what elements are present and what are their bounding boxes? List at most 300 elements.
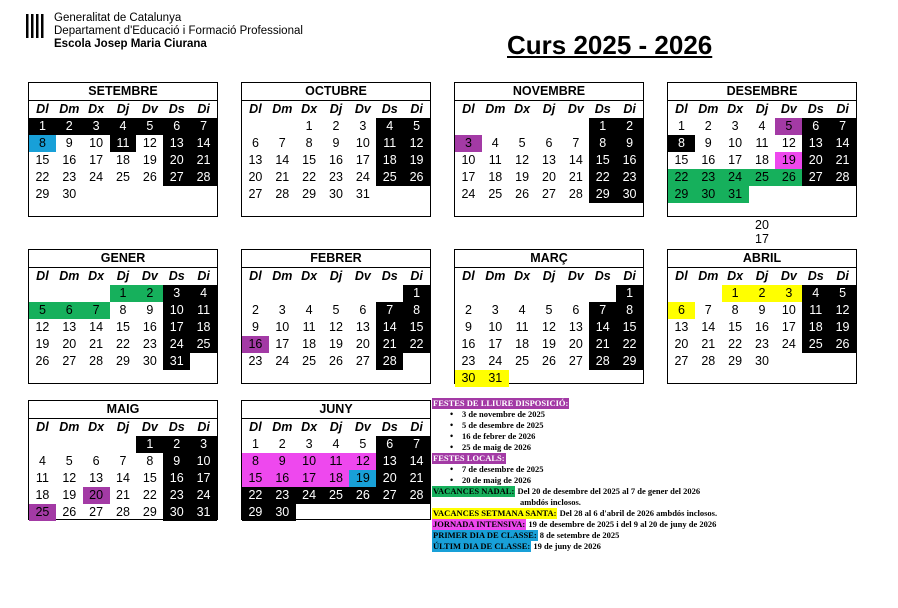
day-cell: 8 [589, 135, 616, 152]
empty-day-cell [562, 118, 589, 135]
weekday-header: Ds [807, 102, 824, 116]
day-cell: 13 [568, 320, 583, 334]
day-cell: 8 [731, 303, 739, 317]
day-cell: 10 [190, 453, 217, 470]
day-cell: 13 [802, 135, 829, 152]
day-cell: 16 [163, 470, 190, 487]
day-cell: 19 [542, 337, 556, 351]
day-cell: 19 [349, 470, 376, 487]
day-cell: 24 [355, 170, 370, 184]
day-cell: 1 [136, 436, 163, 453]
day-cell: 18 [35, 488, 50, 502]
day-cell: 3 [83, 118, 110, 135]
day-cell: 5 [775, 118, 802, 135]
day-cell: 25 [302, 354, 317, 368]
day-cell: 14 [89, 320, 104, 334]
weekday-header: Dx [514, 269, 531, 283]
day-cell: 16 [461, 337, 476, 351]
day-cell: 12 [35, 320, 50, 334]
day-cell: 10 [781, 303, 796, 317]
day-cell: 7 [829, 118, 856, 135]
empty-day-cell [536, 285, 563, 302]
day-cell: 28 [589, 353, 616, 370]
day-cell: 20 [568, 337, 583, 351]
day-cell: 22 [116, 337, 130, 351]
day-cell: 27 [163, 169, 190, 186]
day-cell: 22 [728, 337, 743, 351]
day-cell: 8 [242, 453, 269, 470]
weekday-header: Dv [354, 102, 371, 116]
legend-intensiva-label: JORNADA INTENSIVA: [433, 519, 526, 529]
month-grid [29, 419, 217, 521]
weekday-header: Dm [485, 269, 506, 283]
day-cell: 21 [89, 337, 104, 351]
day-cell: 5 [359, 437, 367, 451]
weekday-header: Dj [116, 420, 130, 434]
day-cell: 28 [116, 505, 130, 519]
day-cell: 5 [332, 303, 340, 317]
day-cell: 21 [190, 152, 217, 169]
day-cell: 4 [491, 136, 499, 150]
day-cell: 3 [455, 135, 482, 152]
weekday-header: Dl [462, 269, 475, 283]
legend-santa-text: Del 28 al 6 d'abril de 2026 ambdós inclosos. [559, 508, 718, 518]
day-cell: 10 [488, 320, 503, 334]
day-cell: 17 [275, 337, 290, 351]
weekday-header: Dm [272, 420, 293, 434]
day-cell: 30 [695, 186, 722, 203]
weekday-header: Dm [485, 102, 506, 116]
weekday-header: Dl [675, 102, 688, 116]
weekday-header: Dj [755, 269, 769, 283]
legend-ultim-text: 19 de juny de 2026 [533, 541, 601, 551]
day-cell: 8 [119, 303, 127, 317]
day-cell: 20 [674, 337, 689, 351]
empty-day-cell [29, 285, 56, 302]
day-cell: 15 [616, 319, 643, 336]
day-cell: 26 [35, 354, 50, 368]
day-cell: 21 [701, 337, 716, 351]
weekday-header: Dj [329, 420, 343, 434]
day-cell: 27 [568, 354, 583, 368]
day-cell: 14 [701, 320, 716, 334]
empty-day-cell [29, 436, 56, 453]
day-cell: 7 [83, 302, 110, 319]
extra-number: 20 [755, 218, 769, 232]
day-cell: 18 [323, 470, 350, 487]
day-cell: 18 [802, 319, 829, 336]
day-cell: 15 [302, 153, 317, 167]
day-cell: 30 [329, 187, 343, 201]
month-marc [454, 249, 644, 384]
day-cell: 5 [29, 302, 56, 319]
day-cell: 9 [251, 320, 259, 334]
empty-day-cell [349, 285, 376, 302]
weekday-header: Dl [36, 420, 49, 434]
empty-day-cell [509, 118, 536, 135]
day-cell: 27 [802, 169, 829, 186]
weekday-header: Dx [88, 102, 105, 116]
day-cell: 4 [110, 118, 137, 135]
day-cell: 25 [802, 336, 829, 353]
extra-number: 17 [755, 232, 769, 246]
day-cell: 7 [278, 136, 286, 150]
day-cell: 10 [355, 136, 370, 150]
day-cell: 14 [190, 135, 217, 152]
empty-day-cell [455, 118, 482, 135]
day-cell: 31 [355, 187, 370, 201]
day-cell: 24 [781, 337, 796, 351]
day-cell: 17 [190, 470, 217, 487]
day-cell: 29 [142, 505, 157, 519]
day-cell: 16 [701, 153, 716, 167]
day-cell: 25 [488, 187, 503, 201]
weekday-header: Di [836, 269, 849, 283]
day-cell: 18 [116, 153, 130, 167]
month-name: GENER [29, 250, 217, 268]
day-cell: 4 [190, 285, 217, 302]
day-cell: 11 [802, 302, 829, 319]
day-cell: 16 [755, 320, 769, 334]
empty-day-cell [56, 436, 83, 453]
legend-locals-list [432, 464, 792, 486]
day-cell: 15 [142, 471, 157, 485]
weekday-header: Dj [542, 102, 556, 116]
day-cell: 26 [349, 487, 376, 504]
day-cell: 5 [518, 136, 526, 150]
day-cell: 13 [248, 153, 263, 167]
day-cell: 20 [83, 487, 110, 504]
day-cell: 1 [29, 118, 56, 135]
day-cell: 27 [542, 187, 556, 201]
day-cell: 15 [674, 153, 689, 167]
day-cell: 3 [491, 303, 499, 317]
day-cell: 13 [674, 320, 689, 334]
day-cell: 17 [89, 153, 104, 167]
day-cell: 24 [163, 336, 190, 353]
day-cell: 15 [242, 470, 269, 487]
day-cell: 18 [376, 152, 403, 169]
weekday-header: Ds [168, 269, 185, 283]
day-cell: 1 [616, 285, 643, 302]
day-cell: 28 [403, 487, 430, 504]
day-cell: 14 [568, 153, 583, 167]
day-cell: 15 [403, 319, 430, 336]
weekday-header: Dv [567, 102, 584, 116]
day-cell: 19 [829, 319, 856, 336]
weekday-header: Dl [249, 420, 262, 434]
day-cell: 24 [89, 170, 104, 184]
day-cell: 2 [616, 118, 643, 135]
day-cell: 20 [163, 152, 190, 169]
legend-item: • 5 de desembre de 2025 [462, 420, 792, 431]
month-name: NOVEMBRE [455, 83, 643, 101]
day-cell: 13 [89, 471, 104, 485]
day-cell: 18 [488, 170, 503, 184]
day-cell: 12 [542, 320, 556, 334]
day-cell: 3 [163, 285, 190, 302]
day-cell: 29 [116, 354, 130, 368]
day-cell: 17 [355, 153, 370, 167]
month-octubre [241, 82, 431, 217]
day-cell: 29 [302, 187, 317, 201]
weekday-header: Dv [141, 269, 158, 283]
legend-nadal-text: Del 20 de desembre del 2025 al 7 de gener del 2026 [517, 486, 701, 496]
day-cell: 6 [545, 136, 553, 150]
empty-day-cell [482, 285, 509, 302]
day-cell: 2 [136, 285, 163, 302]
weekday-header: Dm [59, 102, 80, 116]
page-title: Curs 2025 - 2026 [507, 30, 713, 60]
day-cell: 17 [296, 470, 323, 487]
day-cell: 19 [403, 152, 430, 169]
day-cell: 16 [242, 336, 269, 353]
day-cell: 23 [616, 169, 643, 186]
legend-item: • 20 de maig de 2026 [462, 475, 792, 486]
day-cell: 10 [89, 136, 104, 150]
day-cell: 17 [728, 153, 743, 167]
day-cell: 16 [62, 153, 77, 167]
month-maig [28, 400, 218, 520]
legend-lliure-title: FESTES DE LLIURE DISPOSICIÓ: [433, 398, 569, 408]
month-name: SETEMBRE [29, 83, 217, 101]
day-cell: 19 [515, 170, 530, 184]
day-cell: 13 [62, 320, 77, 334]
weekday-header: Dv [354, 420, 371, 434]
empty-day-cell [83, 436, 110, 453]
legend-nadal-label: VACANCES NADAL: [433, 486, 515, 496]
weekday-header: Dm [59, 420, 80, 434]
weekday-header: Dm [698, 102, 719, 116]
day-cell: 9 [269, 453, 296, 470]
day-cell: 27 [674, 354, 689, 368]
day-cell: 6 [359, 303, 367, 317]
weekday-header: Ds [168, 420, 185, 434]
day-cell: 14 [403, 453, 430, 470]
empty-day-cell [589, 285, 616, 302]
day-cell: 5 [65, 454, 73, 468]
month-grid [455, 101, 643, 203]
month-grid [29, 268, 217, 370]
day-cell: 11 [755, 136, 769, 150]
weekday-header: Dj [329, 102, 343, 116]
weekday-header: Di [410, 102, 423, 116]
day-cell: 3 [278, 303, 286, 317]
day-cell: 8 [305, 136, 313, 150]
org-name: Generalitat de Catalunya [54, 12, 182, 24]
day-cell: 14 [829, 135, 856, 152]
day-cell: 25 [190, 336, 217, 353]
weekday-header: Di [623, 269, 636, 283]
day-cell: 14 [116, 471, 130, 485]
legend [432, 398, 792, 552]
day-cell: 26 [329, 354, 343, 368]
school-name: Escola Josep Maria Ciurana [54, 38, 207, 50]
day-cell: 6 [251, 136, 259, 150]
day-cell: 4 [305, 303, 313, 317]
day-cell: 10 [296, 453, 323, 470]
weekday-header: Ds [381, 420, 398, 434]
month-name: FEBRER [242, 250, 430, 268]
day-cell: 29 [242, 504, 269, 521]
weekday-header: Dl [36, 102, 49, 116]
day-cell: 4 [38, 454, 46, 468]
day-cell: 9 [464, 320, 472, 334]
day-cell: 23 [142, 337, 157, 351]
weekday-header: Dx [301, 420, 318, 434]
day-cell: 19 [62, 488, 77, 502]
month-grid [668, 101, 856, 203]
day-cell: 6 [56, 302, 83, 319]
empty-day-cell [296, 285, 323, 302]
day-cell: 21 [589, 336, 616, 353]
day-cell: 6 [376, 436, 403, 453]
month-grid [242, 419, 430, 521]
day-cell: 21 [376, 336, 403, 353]
day-cell: 19 [775, 152, 802, 169]
day-cell: 11 [488, 153, 502, 167]
weekday-header: Dv [780, 102, 797, 116]
day-cell: 21 [829, 152, 856, 169]
month-abril [667, 249, 857, 384]
day-cell: 12 [781, 136, 796, 150]
day-cell: 13 [376, 453, 403, 470]
weekday-header: Ds [594, 102, 611, 116]
day-cell: 4 [802, 285, 829, 302]
weekday-header: Dj [329, 269, 343, 283]
day-cell: 20 [802, 152, 829, 169]
legend-item: • 7 de desembre de 2025 [462, 464, 792, 475]
day-cell: 2 [278, 437, 286, 451]
day-cell: 10 [163, 302, 190, 319]
day-cell: 29 [728, 354, 743, 368]
legend-item: • 3 de novembre de 2025 [462, 409, 792, 420]
day-cell: 4 [758, 119, 766, 133]
weekday-header: Dm [698, 269, 719, 283]
weekday-header: Dm [272, 269, 293, 283]
month-name: MAIG [29, 401, 217, 419]
day-cell: 19 [142, 153, 157, 167]
day-cell: 9 [332, 136, 340, 150]
day-cell: 26 [775, 169, 802, 186]
weekday-header: Ds [381, 269, 398, 283]
day-cell: 25 [376, 169, 403, 186]
day-cell: 30 [755, 354, 769, 368]
day-cell: 22 [668, 169, 695, 186]
day-cell: 3 [731, 119, 739, 133]
month-grid [242, 101, 430, 203]
day-cell: 28 [376, 353, 403, 370]
day-cell: 4 [332, 437, 340, 451]
empty-day-cell [56, 285, 83, 302]
day-cell: 22 [589, 169, 616, 186]
weekday-header: Dj [755, 102, 769, 116]
day-cell: 29 [35, 187, 50, 201]
day-cell: 17 [163, 319, 190, 336]
weekday-header: Dv [567, 269, 584, 283]
weekday-header: Dl [675, 269, 688, 283]
day-cell: 17 [488, 337, 503, 351]
month-grid [455, 268, 643, 387]
day-cell: 18 [302, 337, 317, 351]
weekday-header: Di [197, 420, 210, 434]
weekday-header: Dm [272, 102, 293, 116]
weekday-header: Ds [381, 102, 398, 116]
day-cell: 7 [190, 118, 217, 135]
day-cell: 27 [355, 354, 370, 368]
day-cell: 15 [589, 152, 616, 169]
day-cell: 6 [92, 454, 100, 468]
weekday-header: Dx [301, 102, 318, 116]
day-cell: 11 [302, 320, 316, 334]
month-gener [28, 249, 218, 384]
day-cell: 11 [376, 135, 403, 152]
day-cell: 15 [116, 320, 130, 334]
day-cell: 21 [568, 170, 583, 184]
day-cell: 16 [269, 470, 296, 487]
day-cell: 24 [722, 169, 749, 186]
day-cell: 7 [119, 454, 127, 468]
day-cell: 22 [35, 170, 50, 184]
month-grid [242, 268, 430, 370]
month-name: OCTUBRE [242, 83, 430, 101]
day-cell: 29 [668, 186, 695, 203]
day-cell: 25 [29, 504, 56, 521]
day-cell: 10 [728, 136, 743, 150]
day-cell: 23 [695, 169, 722, 186]
empty-day-cell [695, 285, 722, 302]
weekday-header: Dl [36, 269, 49, 283]
day-cell: 26 [142, 170, 157, 184]
day-cell: 26 [515, 187, 530, 201]
weekday-header: Di [836, 102, 849, 116]
day-cell: 1 [589, 118, 616, 135]
legend-item: • 25 de maig de 2026 [462, 442, 792, 453]
day-cell: 8 [668, 135, 695, 152]
day-cell: 1 [305, 119, 313, 133]
day-cell: 6 [802, 118, 829, 135]
day-cell: 24 [296, 487, 323, 504]
weekday-header: Dv [780, 269, 797, 283]
day-cell: 22 [403, 336, 430, 353]
day-cell: 23 [248, 354, 263, 368]
day-cell: 29 [589, 186, 616, 203]
day-cell: 2 [163, 436, 190, 453]
legend-lliure-list [432, 409, 792, 453]
day-cell: 13 [355, 320, 370, 334]
day-cell: 13 [542, 153, 556, 167]
day-cell: 10 [275, 320, 290, 334]
day-cell: 24 [461, 187, 476, 201]
day-cell: 11 [190, 302, 217, 319]
legend-nadal-text2: ambdós inclosos. [520, 497, 581, 507]
day-cell: 8 [616, 302, 643, 319]
day-cell: 27 [89, 505, 104, 519]
day-cell: 2 [251, 303, 259, 317]
day-cell: 26 [829, 336, 856, 353]
day-cell: 19 [329, 337, 343, 351]
empty-day-cell [536, 118, 563, 135]
day-cell: 1 [251, 437, 259, 451]
weekday-header: Dm [59, 269, 80, 283]
day-cell: 28 [701, 354, 716, 368]
legend-santa-label: VACANCES SETMANA SANTA: [433, 508, 557, 518]
day-cell: 1 [722, 285, 749, 302]
day-cell: 11 [515, 320, 529, 334]
day-cell: 26 [542, 354, 556, 368]
weekday-header: Di [410, 420, 423, 434]
day-cell: 16 [616, 152, 643, 169]
